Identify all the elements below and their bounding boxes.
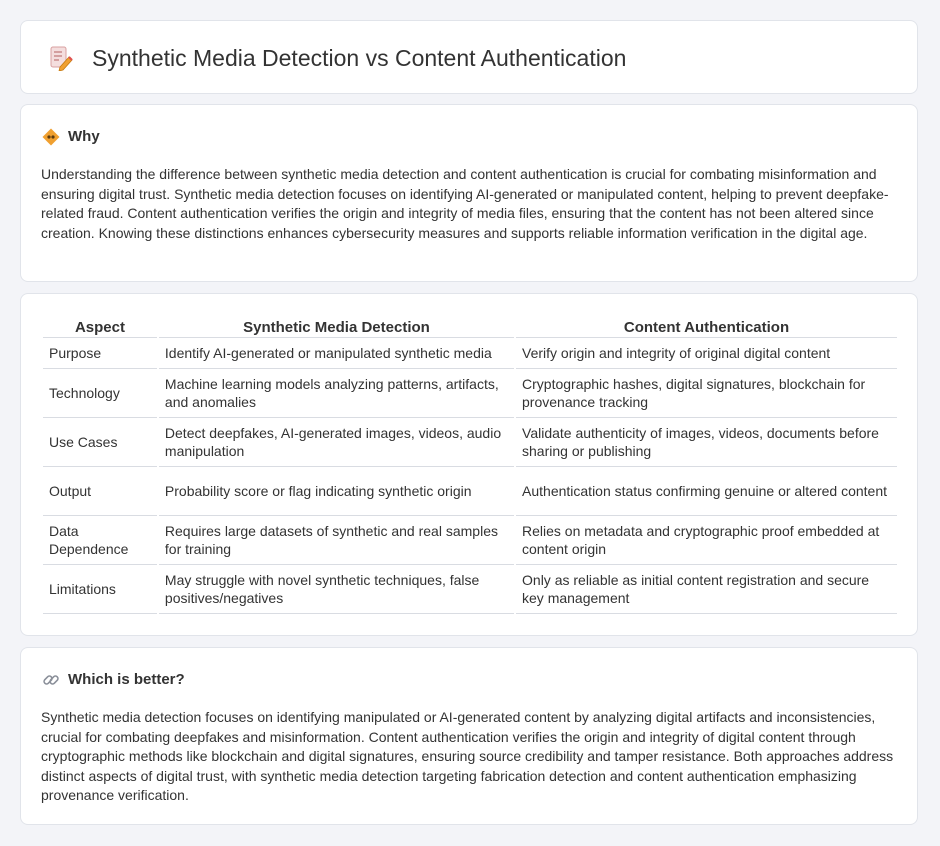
table-row bbox=[43, 369, 897, 418]
row-aspect: Use Cases bbox=[43, 418, 157, 467]
row-synthetic-detection: Identify AI-generated or manipulated synthetic media bbox=[159, 338, 514, 369]
why-text: Understanding the difference between synthetic media detection and content authentication is crucial for combating misinformation and ensuring digital trust. Synthetic media detection focuses on identifying AI-generated or manipulated content, helping to prevent deepfake-related fraud. Content authentication verifies the origin and integrity of media files, ensuring that the content has not been altered since creation. Knowing these distinctions enhances cybersecurity measures and supports reliable information verification in the digital age. bbox=[41, 166, 889, 241]
row-content-authentication: Only as reliable as initial content registration and secure key management bbox=[516, 565, 897, 614]
row-synthetic-detection: Requires large datasets of synthetic and real samples for training bbox=[159, 516, 514, 565]
row-content-authentication: Relies on metadata and cryptographic proof embedded at content origin bbox=[516, 516, 897, 565]
row-aspect: Limitations bbox=[43, 565, 157, 614]
row-content-authentication: Verify origin and integrity of original digital content bbox=[516, 338, 897, 369]
title-row bbox=[47, 43, 626, 73]
which-is-better-card bbox=[20, 647, 918, 825]
table-row bbox=[43, 338, 897, 369]
row-aspect: Purpose bbox=[43, 338, 157, 369]
row-content-authentication: Cryptographic hashes, digital signatures, blockchain for provenance tracking bbox=[516, 369, 897, 418]
diamond-warning-icon bbox=[42, 128, 60, 146]
page-title: Synthetic Media Detection vs Content Authentication bbox=[92, 45, 627, 71]
better-text: Synthetic media detection focuses on identifying manipulated or AI-generated content by analyzing digital artifacts and inconsistencies, crucial for combating deepfakes and misinformation. Content authentication verifies the origin and integrity of digital content through cryptographic methods like blockchain and digital signatures, ensuring source credibility and tamper resistance. Both approaches address distinct aspects of digital trust, with synthetic media detection targeting fabrication detection and content authentication emphasizing provenance verification. bbox=[41, 709, 894, 803]
document-pencil-icon bbox=[47, 45, 73, 71]
row-synthetic-detection: Machine learning models analyzing patterns, artifacts, and anomalies bbox=[159, 369, 514, 418]
row-synthetic-detection: Probability score or flag indicating synthetic origin bbox=[159, 467, 514, 516]
comparison-table bbox=[41, 316, 899, 614]
row-content-authentication: Authentication status confirming genuine or altered content bbox=[516, 467, 897, 516]
header-synthetic-media-detection: Synthetic Media Detection bbox=[159, 316, 514, 338]
why-title: Why bbox=[68, 128, 100, 145]
row-synthetic-detection: Detect deepfakes, AI-generated images, videos, audio manipulation bbox=[159, 418, 514, 467]
why-card bbox=[20, 104, 918, 282]
header-aspect: Aspect bbox=[43, 316, 157, 338]
header-content-authentication: Content Authentication bbox=[516, 316, 897, 338]
row-synthetic-detection: May struggle with novel synthetic techniques, false positives/negatives bbox=[159, 565, 514, 614]
link-icon bbox=[42, 671, 60, 689]
row-aspect: Technology bbox=[43, 369, 157, 418]
table-row bbox=[43, 418, 897, 467]
row-content-authentication: Validate authenticity of images, videos, documents before sharing or publishing bbox=[516, 418, 897, 467]
table-row bbox=[43, 516, 897, 565]
why-heading bbox=[42, 127, 100, 147]
table-row bbox=[43, 467, 897, 516]
table-row bbox=[43, 565, 897, 614]
better-title: Which is better? bbox=[68, 671, 185, 688]
better-heading bbox=[42, 670, 185, 690]
table-card bbox=[20, 293, 918, 636]
row-aspect: Output bbox=[43, 467, 157, 516]
table-header-row bbox=[43, 316, 897, 338]
row-aspect: Data Dependence bbox=[43, 516, 157, 565]
header-card bbox=[20, 20, 918, 94]
